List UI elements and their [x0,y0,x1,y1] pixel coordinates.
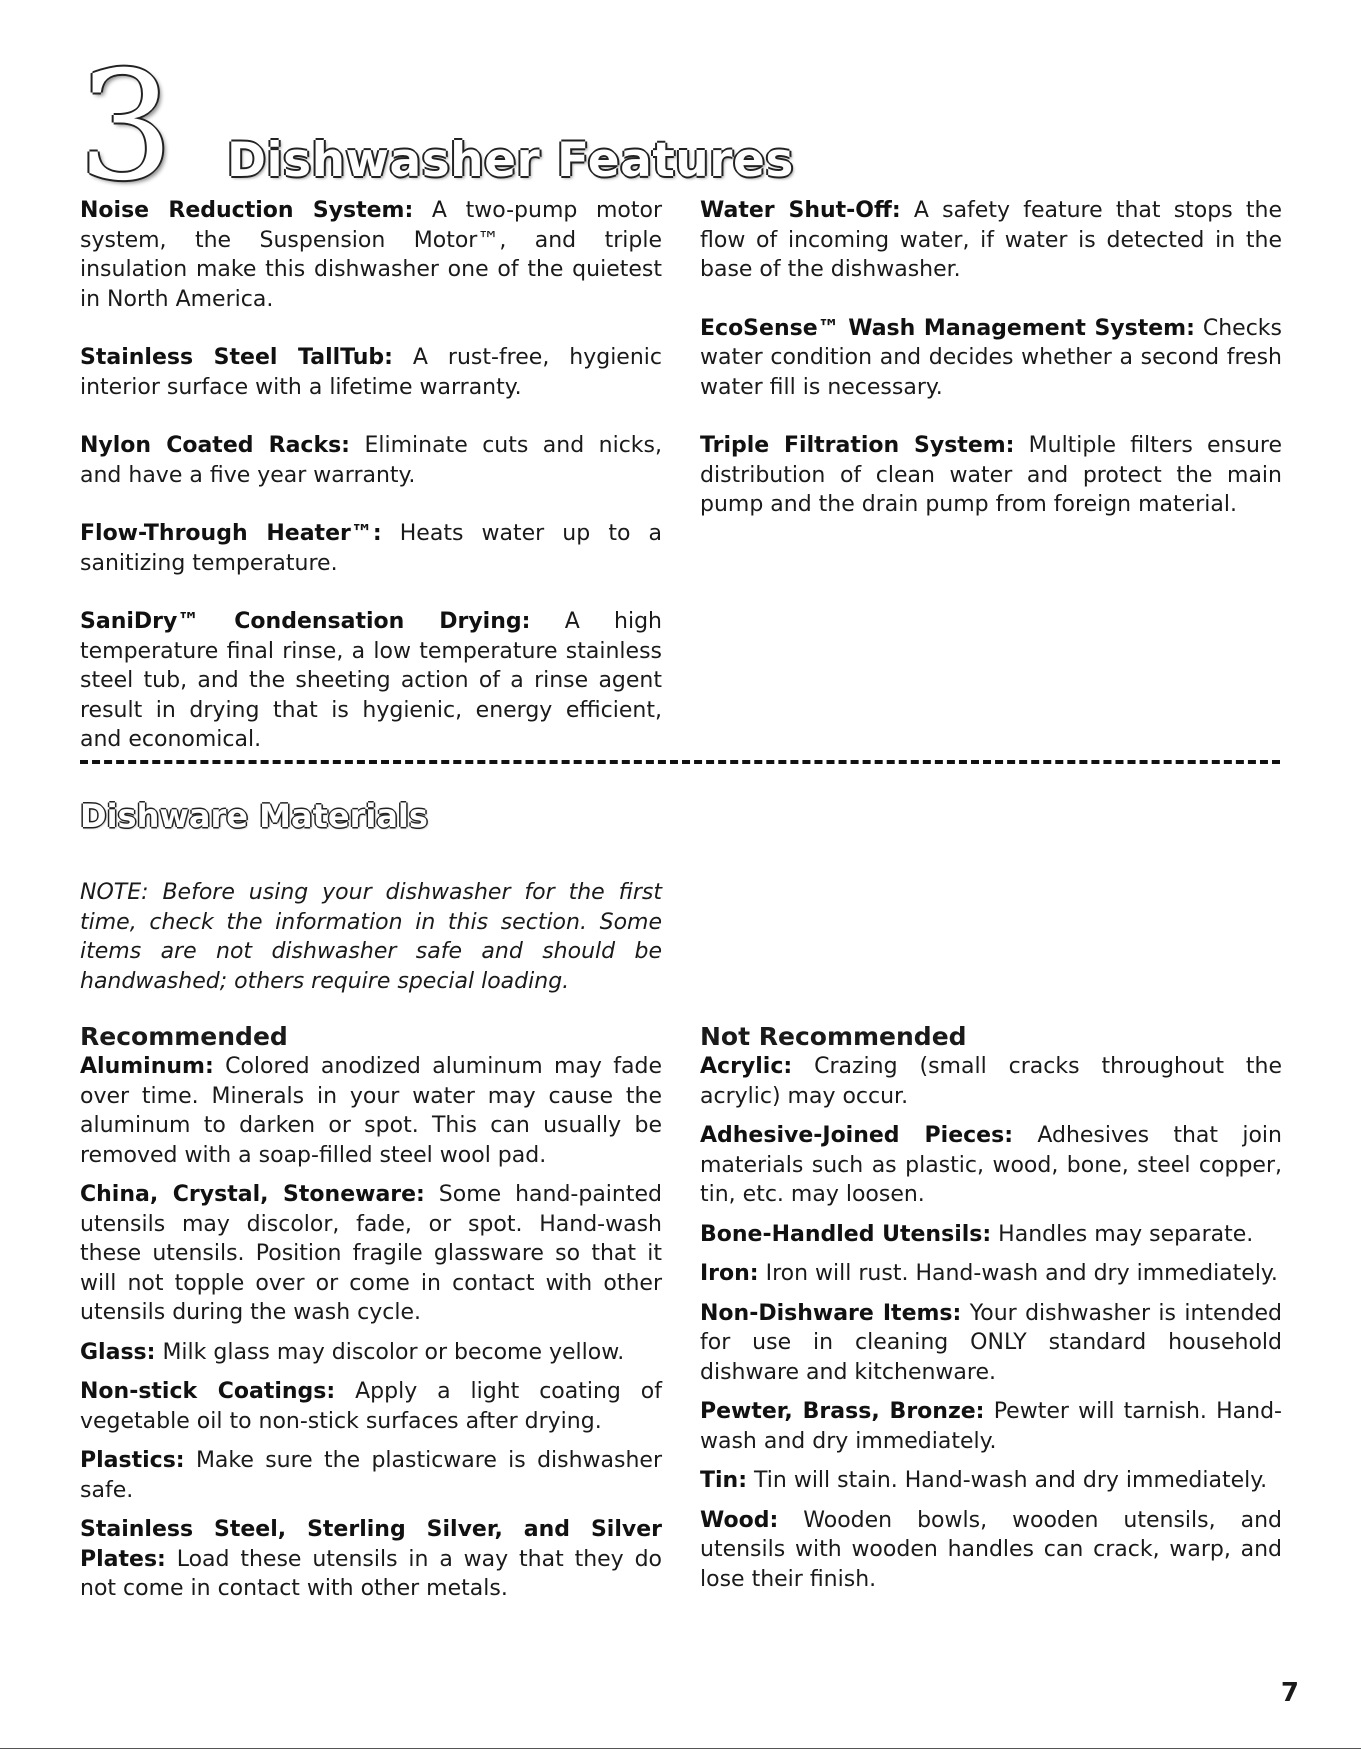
features-left-column [80,196,662,755]
section-divider [80,760,1280,764]
material-item: Glass: Milk glass may discolor or become yellow. [80,1339,625,1365]
not-recommended-column [700,1022,1282,1594]
feature-item: Stainless Steel TallTub: A rust-free, hygienic interior surface with a lifetime warranty. [80,345,662,400]
chapter-number: 3 [78,40,174,214]
note-paragraph: NOTE: Before using your dishwasher for the first time, check the information in this section. Some items are not dishwasher safe and should be handwashed; others require special loading. [80,880,662,994]
feature-item: Flow-Through Heater™: Heats water up to a sanitizing temperature. [80,521,662,576]
material-item: Stainless Steel, Sterling Silver, and Silver Plates: Load these utensils in a way that they do not come in contact with other metals. [80,1517,662,1601]
material-item: Acrylic: Crazing (small cracks throughout the acrylic) may occur. [700,1054,1282,1109]
feature-item: SaniDry™ Condensation Drying: A high temperature final rinse, a low temperature stainless steel tub, and the sheeting action of a rinse agent result in drying that is hygienic, energy efficient, and economical. [80,609,662,752]
material-item: Aluminum: Colored anodized aluminum may fade over time. Minerals in your water may cause the aluminum to darken or spot. This can usually be removed with a soap-filled steel wool pad. [80,1054,662,1168]
feature-item: Water Shut-Off: A safety feature that stops the flow of incoming water, if water is detected in the base of the dishwasher. [700,198,1282,282]
section-title: Dishware Materials [80,797,428,835]
material-item: Pewter, Brass, Bronze: Pewter will tarnish. Hand-wash and dry immediately. [700,1399,1282,1454]
material-item: Wood: Wooden bowls, wooden utensils, and utensils with wooden handles can crack, warp, and lose their finish. [700,1507,1282,1592]
page-number: 7 [1280,1678,1299,1708]
features-right-column [700,196,1282,520]
material-item: Adhesive-Joined Pieces: Adhesives that join materials such as plastic, wood, bone, steel copper, tin, etc. may loosen. [700,1123,1282,1207]
material-item: Tin: Tin will stain. Hand-wash and dry immediately. [700,1468,1268,1493]
material-item: Bone-Handled Utensils: Handles may separate. [700,1221,1254,1247]
feature-item: Triple Filtration System: Multiple filters ensure distribution of clean water and protect the main pump and the drain pump from foreign material. [700,433,1282,517]
feature-item: Nylon Coated Racks: Eliminate cuts and nicks, and have a five year warranty. [80,433,662,488]
material-item: Non-stick Coatings: Apply a light coating of vegetable oil to non-stick surfaces after drying. [80,1379,662,1434]
bottom-rule [0,1748,1361,1749]
material-item: Iron: Iron will rust. Hand-wash and dry immediately. [700,1261,1278,1286]
material-item: China, Crystal, Stoneware: Some hand-painted utensils may discolor, fade, or spot. Hand-wash these utensils. Position fragile glassware so that it will not topple over or come in contact with other utensils during the wash cycle. [80,1182,662,1325]
material-item: Plastics: Make sure the plasticware is dishwasher safe. [80,1448,663,1503]
not-recommended-heading: Not Recommended [700,1022,967,1051]
feature-item: Noise Reduction System: A two-pump motor system, the Suspension Motor™, and triple insulation make this dishwasher one of the quietest in North America. [80,198,662,312]
recommended-heading: Recommended [80,1022,288,1051]
feature-item: EcoSense™ Wash Management System: Checks water condition and decides whether a second fresh water fill is necessary. [700,315,1282,400]
material-item: Non-Dishware Items: Your dishwasher is intended for use in cleaning ONLY standard household dishware and kitchenware. [700,1300,1282,1385]
chapter-title: Dishwasher Features [227,133,794,188]
recommended-column [80,1022,662,1604]
